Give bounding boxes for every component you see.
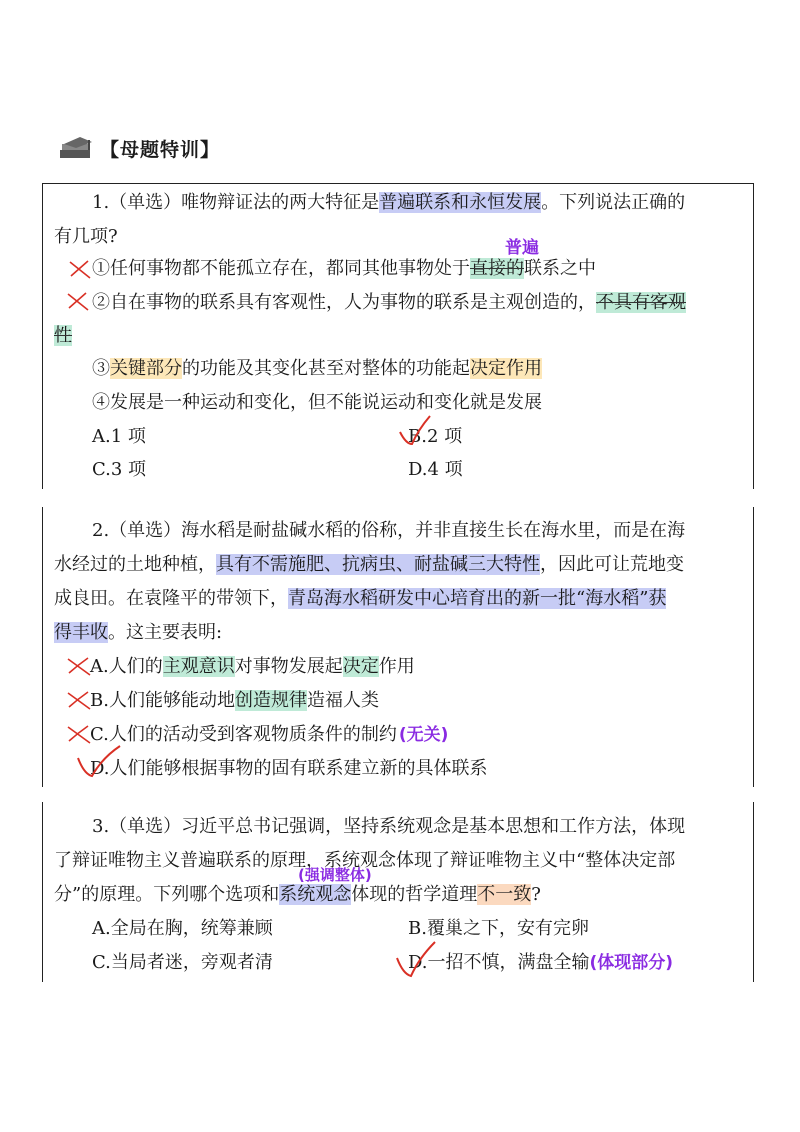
q3-choice-a[interactable]: A.全局在胸，统筹兼顾 xyxy=(92,918,273,939)
check-mark-icon xyxy=(395,940,437,980)
q2-stem-line-4: 得丰收。这主要表明: xyxy=(54,622,223,643)
q3-choice-c[interactable]: C.当局者迷，旁观者清 xyxy=(92,952,273,973)
q2-stem-line-1: 2.（单选）海水稻是耐盐碱水稻的俗称，并非直接生长在海水里，而是在海 xyxy=(92,520,686,541)
q2-choice-c[interactable]: C.人们的活动受到客观物质条件的制约 (无关) xyxy=(90,724,449,745)
q1-stem-line-1: 1.（单选）唯物辩证法的两大特征是普遍联系和永恒发展。下列说法正确的 xyxy=(92,192,686,213)
check-mark-icon xyxy=(76,744,122,780)
q1-choice-a[interactable]: A.1 项 xyxy=(92,426,146,447)
q3-handwritten-note-reflects-part: (体现部分) xyxy=(589,953,674,973)
check-mark-icon xyxy=(398,414,432,448)
q1-statement-2: ②自在事物的联系具有客观性，人为事物的联系是主观创造的，不具有客观 xyxy=(92,292,686,313)
book-stack-icon xyxy=(58,136,96,160)
cross-mark-icon xyxy=(66,723,92,745)
q1-statement-4: ④发展是一种运动和变化，但不能说运动和变化就是发展 xyxy=(92,392,542,413)
q3-stem-line-1: 3.（单选）习近平总书记强调，坚持系统观念是基本思想和工作方法，体现 xyxy=(92,816,686,837)
q3-stem-line-3: 分”的原理。下列哪个选项和系统观念体现的哲学道理不一致? xyxy=(54,884,541,905)
cross-mark-icon xyxy=(66,655,92,677)
q3-handwritten-note-emphasize-whole: (强调整体) xyxy=(298,866,372,884)
q3-stem-line-2: 了辩证唯物主义普遍联系的原理，系统观念体现了辩证唯物主义中“整体决定部 xyxy=(54,850,676,871)
q2-handwritten-note-irrelevant: (无关) xyxy=(398,725,449,745)
cross-mark-icon xyxy=(66,689,92,711)
q2-choice-b[interactable]: B.人们能够能动地创造规律造福人类 xyxy=(90,690,379,711)
q1-handwritten-note-universal: 普遍 xyxy=(505,238,539,258)
q3-choice-b[interactable]: B.覆巢之下，安有完卵 xyxy=(408,918,589,939)
q1-choice-d[interactable]: D.4 项 xyxy=(408,459,463,480)
q2-choice-a[interactable]: A.人们的主观意识对事物发展起决定作用 xyxy=(90,656,415,677)
q1-statement-2-continued: 性 xyxy=(54,325,72,346)
q1-choice-c[interactable]: C.3 项 xyxy=(92,459,147,480)
q1-statement-3: ③关键部分的功能及其变化甚至对整体的功能起决定作用 xyxy=(92,358,542,379)
q3-choice-d[interactable]: D.一招不慎，满盘全输(体现部分) xyxy=(408,952,674,973)
q2-stem-line-3: 成良田。在袁隆平的带领下，青岛海水稻研发中心培育出的新一批“海水稻”获 xyxy=(54,588,667,609)
q2-stem-line-2: 水经过的土地种植，具有不需施肥、抗病虫、耐盐碱三大特性，因此可让荒地变 xyxy=(54,554,684,575)
q2-choice-d[interactable]: D.人们能够根据事物的固有联系建立新的具体联系 xyxy=(90,758,488,779)
q1-stem-line-2: 有几项? xyxy=(54,226,118,247)
cross-mark-icon xyxy=(68,258,92,280)
section-header xyxy=(58,133,220,163)
section-title: 【母题特训】 xyxy=(100,138,221,161)
q1-choice-b[interactable]: B.2 项 xyxy=(408,426,463,447)
q1-statement-1: ①任何事物都不能孤立存在，都同其他事物处于直接的联系之中 xyxy=(92,258,596,279)
cross-mark-icon xyxy=(66,290,90,312)
